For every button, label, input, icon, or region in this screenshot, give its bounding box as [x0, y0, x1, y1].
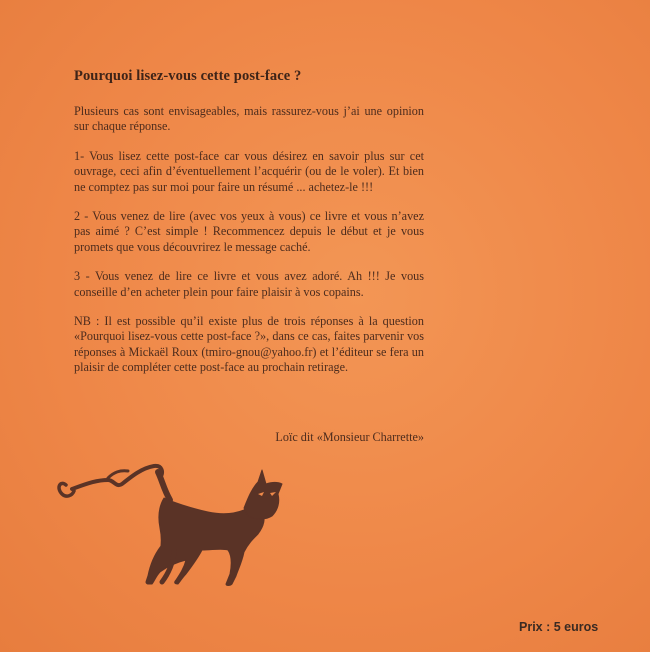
answer-2-paragraph: 2 - Vous venez de lire (avec vos yeux à vous) ce livre et vous n’avez pas aimé ? C’est simple ! Recommencez depuis le début et je vous promets que vous découvrirez le message caché.: [74, 209, 424, 254]
intro-paragraph: Plusieurs cas sont envisageables, mais rassurez-vous j’ai une opinion sur chaque réponse.: [74, 104, 424, 134]
author-signature: Loïc dit «Monsieur Charrette»: [275, 430, 424, 444]
price-label: Prix : 5 euros: [519, 620, 599, 634]
answer-3-paragraph: 3 - Vous venez de lire ce livre et vous avez adoré. Ah !!! Je vous conseille d’en acheter plein pour faire plaisir à vos copains.: [74, 269, 424, 299]
postface-body: [74, 68, 424, 390]
answer-1-paragraph: 1- Vous lisez cette post-face car vous désirez en savoir plus sur cet ouvrage, ceci afin d’éventuellement l’acquérir (ou de le voler). Et bien ne comptez pas sur moi pour faire un résumé ... achetez-le !!!: [74, 148, 424, 194]
nb-paragraph: NB : Il est possible qu’il existe plus de trois réponses à la question «Pourquoi lisez-vous cette post-face ?», dans ce cas, faites parvenir vos réponses à Mickaël Roux (tmiro-gnou@yahoo.fr) et l’éditeur se fera un plaisir de compléter cette post-face au prochain retirage.: [74, 314, 424, 375]
page-title: Pourquoi lisez-vous cette post-face ?: [74, 68, 302, 84]
cat-illustration: [52, 458, 284, 596]
